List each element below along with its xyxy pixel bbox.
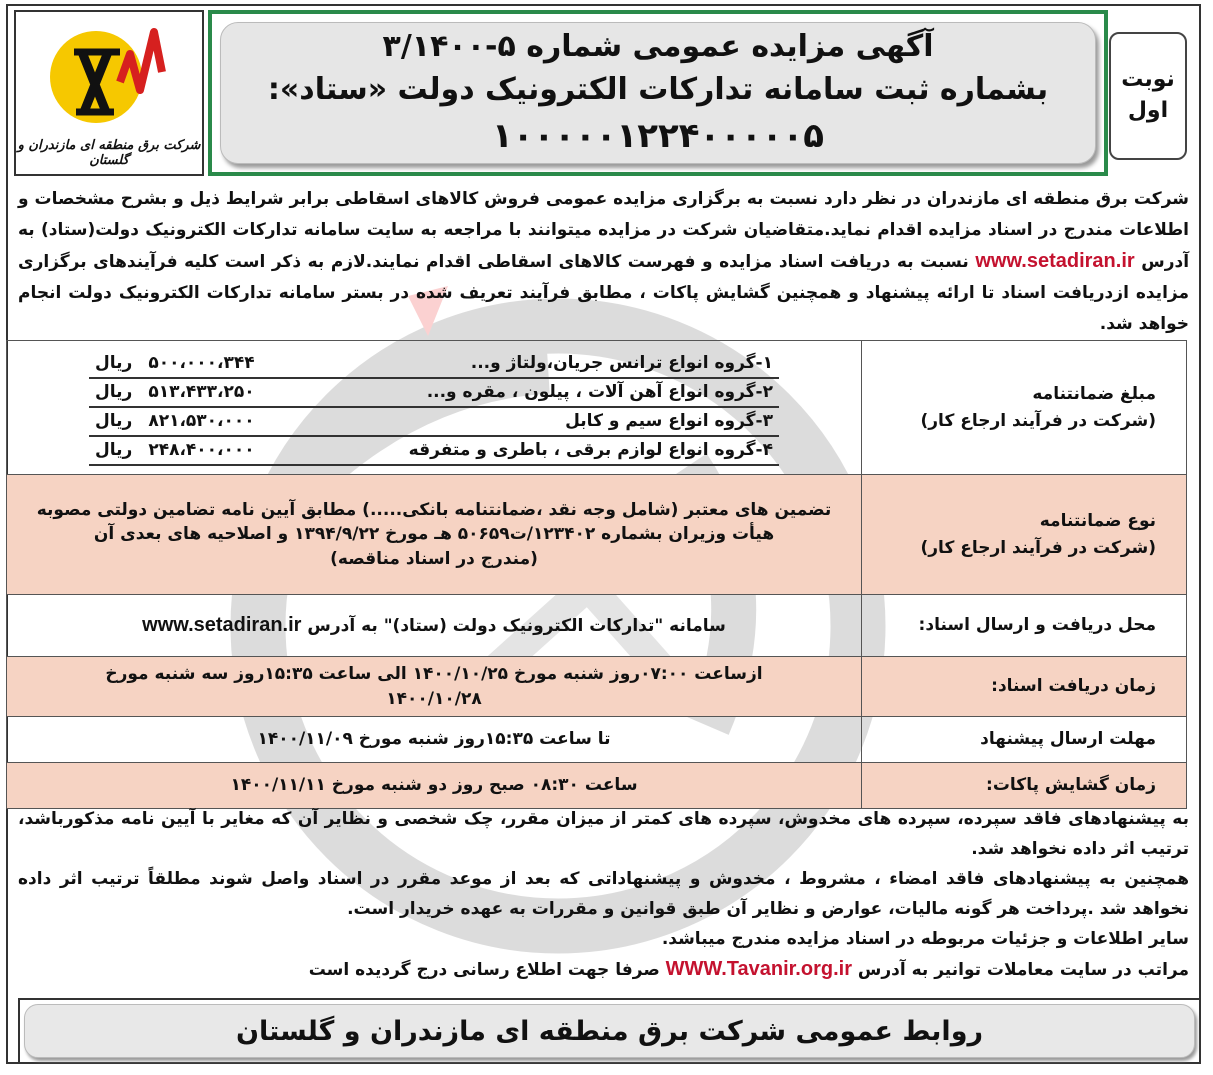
guarantee-type-label <box>862 475 1187 595</box>
registration-number: ۱۰۰۰۰۰۱۲۲۴۰۰۰۰۰۵ <box>491 115 825 156</box>
edition-value: اول <box>1127 98 1169 123</box>
guarantee-amount-subtitle: (شرکت در فرآیند ارجاع کار) <box>920 410 1156 431</box>
currency: ریال <box>95 410 133 431</box>
group-amount: ۵۰۰،۰۰۰،۳۴۴ <box>148 352 255 373</box>
documents-time-label: زمان دریافت اسناد: <box>862 657 1187 717</box>
offer-deadline-value: تا ساعت ۱۵:۳۵روز شنبه مورخ ۱۴۰۰/۱۱/۰۹ <box>7 717 862 763</box>
documents-time-value <box>7 657 862 717</box>
footer-box <box>18 998 1201 1064</box>
note-4 <box>18 954 1189 985</box>
group-name: ۱-گروه انواع ترانس جریان،ولتاژ و... <box>470 352 773 373</box>
list-item <box>89 350 779 379</box>
guarantee-amount-title: مبلغ ضمانتنامه <box>1032 384 1156 405</box>
table-row <box>7 763 1187 809</box>
documents-time-line-2: ۱۴۰۰/۱۰/۲۸ <box>386 688 482 709</box>
intro-paragraph <box>18 184 1189 340</box>
list-item <box>89 408 779 437</box>
group-name: ۳-گروه انواع سیم و کابل <box>565 410 773 431</box>
guarantee-amount-value <box>7 341 862 475</box>
guarantee-type-subtitle: (شرکت در فرآیند ارجاع کار) <box>920 537 1156 558</box>
title-panel <box>220 22 1096 164</box>
currency: ریال <box>95 439 133 460</box>
guarantee-type-line-3: (مندرج در اسناد مناقصه) <box>330 548 538 569</box>
group-name: ۴-گروه انواع لوازم برقی ، باطری و متفرقه <box>408 439 773 460</box>
opening-time-label: زمان گشایش پاکات: <box>862 763 1187 809</box>
notes-section <box>18 804 1189 985</box>
title-box <box>208 10 1108 176</box>
group-amount: ۲۴۸،۴۰۰،۰۰۰ <box>148 439 255 460</box>
electricity-logo-icon <box>16 12 202 142</box>
group-name: ۲-گروه انواع آهن آلات ، پیلون ، مقره و... <box>426 381 773 402</box>
setad-link[interactable]: www.setadiran.ir <box>975 250 1135 272</box>
note-3: سایر اطلاعات و جزئیات مربوطه در اسناد مزایده مندرج میباشد. <box>661 929 1189 949</box>
groups-list <box>89 350 779 466</box>
documents-place-text: سامانه "تدارکات الکترونیک دولت (ستاد)" به آدرس <box>307 616 726 636</box>
note-4-text-2: صرفا جهت اطلاع رسانی درج گردیده است <box>308 960 660 980</box>
opening-time-value: ساعت ۰۸:۳۰ صبح روز دو شنبه مورخ ۱۴۰۰/۱۱/۱۱ <box>7 763 862 809</box>
table-row <box>7 657 1187 717</box>
currency: ریال <box>95 352 133 373</box>
table-row <box>7 341 1187 475</box>
auction-info-table <box>6 340 1187 809</box>
advertisement-frame <box>6 4 1201 1064</box>
company-logo <box>14 10 204 176</box>
edition-badge <box>1109 32 1187 160</box>
title-line-2: بشماره ثبت سامانه تدارکات الکترونیک دولت «ستاد»: <box>267 72 1049 108</box>
group-amount: ۸۲۱،۵۳۰،۰۰۰ <box>148 410 255 431</box>
edition-label: نوبت <box>1121 67 1175 93</box>
title-line-1: آگهی مزایده عمومی شماره ۵-۳/۱۴۰۰ <box>382 28 934 64</box>
tavanir-link[interactable]: WWW.Tavanir.org.ir <box>665 958 852 980</box>
group-amount: ۵۱۳،۴۳۳،۲۵۰ <box>148 381 255 402</box>
guarantee-type-title: نوع ضمانتنامه <box>1039 511 1156 532</box>
currency: ریال <box>95 381 133 402</box>
table-row <box>7 717 1187 763</box>
documents-place-value <box>7 595 862 657</box>
table-row <box>7 475 1187 595</box>
list-item <box>89 379 779 408</box>
guarantee-type-line-2: هیأت وزیران بشماره ۱۲۳۴۰۲/ت۵۰۶۵۹ هـ مورخ ۱۳۹۴/۹/۲۲ و اصلاحیه های بعدی آن <box>93 524 775 545</box>
note-2: همچنین به پیشنهادهای فاقد امضاء ، مشروط ، مخدوش و پیشنهاداتی که بعد از موعد مقرر در اسناد واصل شوند مطلقاً ترتیب اثر داده نخواهد شد .پرداخت هر گونه مالیات، عوارض و نظایر آن طبق قوانین و مقررات به عهده خریدار است. <box>18 869 1189 919</box>
intro-text-1: شرکت برق منطقه ای مازندران در نظر دارد نسبت به برگزاری مزایده عمومی فروش کالاهای اسقاطی برابر شرایط ذیل و بشرح مشخصات و اطلاعات مندرج در اسناد مزایده اقدام نماید.متقاضیان شرکت در مزایده میتوانند با مراجعه به سایت سامانه تدارکات الکترونیک دولت(ستاد) به آدرس <box>18 189 1190 272</box>
documents-place-link[interactable]: www.setadiran.ir <box>142 614 302 636</box>
documents-place-label: محل دریافت و ارسال اسناد: <box>862 595 1187 657</box>
guarantee-type-value <box>7 475 862 595</box>
documents-time-line-1: ازساعت ۰۷:۰۰روز شنبه مورخ ۱۴۰۰/۱۰/۲۵ الی ساعت ۱۵:۳۵روز سه شنبه مورخ <box>105 663 763 684</box>
guarantee-amount-label <box>862 341 1187 475</box>
intro-text-2: نسبت به دریافت اسناد مزایده و فهرست کالاهای اسقاطی اقدام نمایند.لازم به ذکر است کلیه فرآیندهای برگزاری مزایده ازدریافت اسناد تا ارائه پیشنهاد و همچنین گشایش پاکات ، مطابق فرآیند تعریف شده در بستر سامانه تدارکات الکترونیک دولت انجام خواهد شد. <box>18 252 1189 334</box>
footer-title: روابط عمومی شرکت برق منطقه ای مازندران و گلستان <box>24 1004 1195 1058</box>
list-item <box>89 437 779 466</box>
table-row <box>7 595 1187 657</box>
note-1: به پیشنهادهای فاقد سپرده، سپرده های مخدوش، سپرده های کمتر از میزان مقرر، چک شخصی و نظایر آن که مغایر با آیین نامه مذکورباشد، ترتیب اثر داده نخواهد شد. <box>18 809 1189 859</box>
guarantee-type-line-1: تضمین های معتبر (شامل وجه نقد ،ضمانتنامه بانکی.....) مطابق آیین نامه تضامین دولتی مصوبه <box>36 499 832 520</box>
logo-caption: شرکت برق منطقه ای مازندران و گلستان <box>17 138 201 168</box>
note-4-text-1: مراتب در سایت معاملات توانیر به آدرس <box>857 960 1189 980</box>
offer-deadline-label: مهلت ارسال پیشنهاد <box>862 717 1187 763</box>
